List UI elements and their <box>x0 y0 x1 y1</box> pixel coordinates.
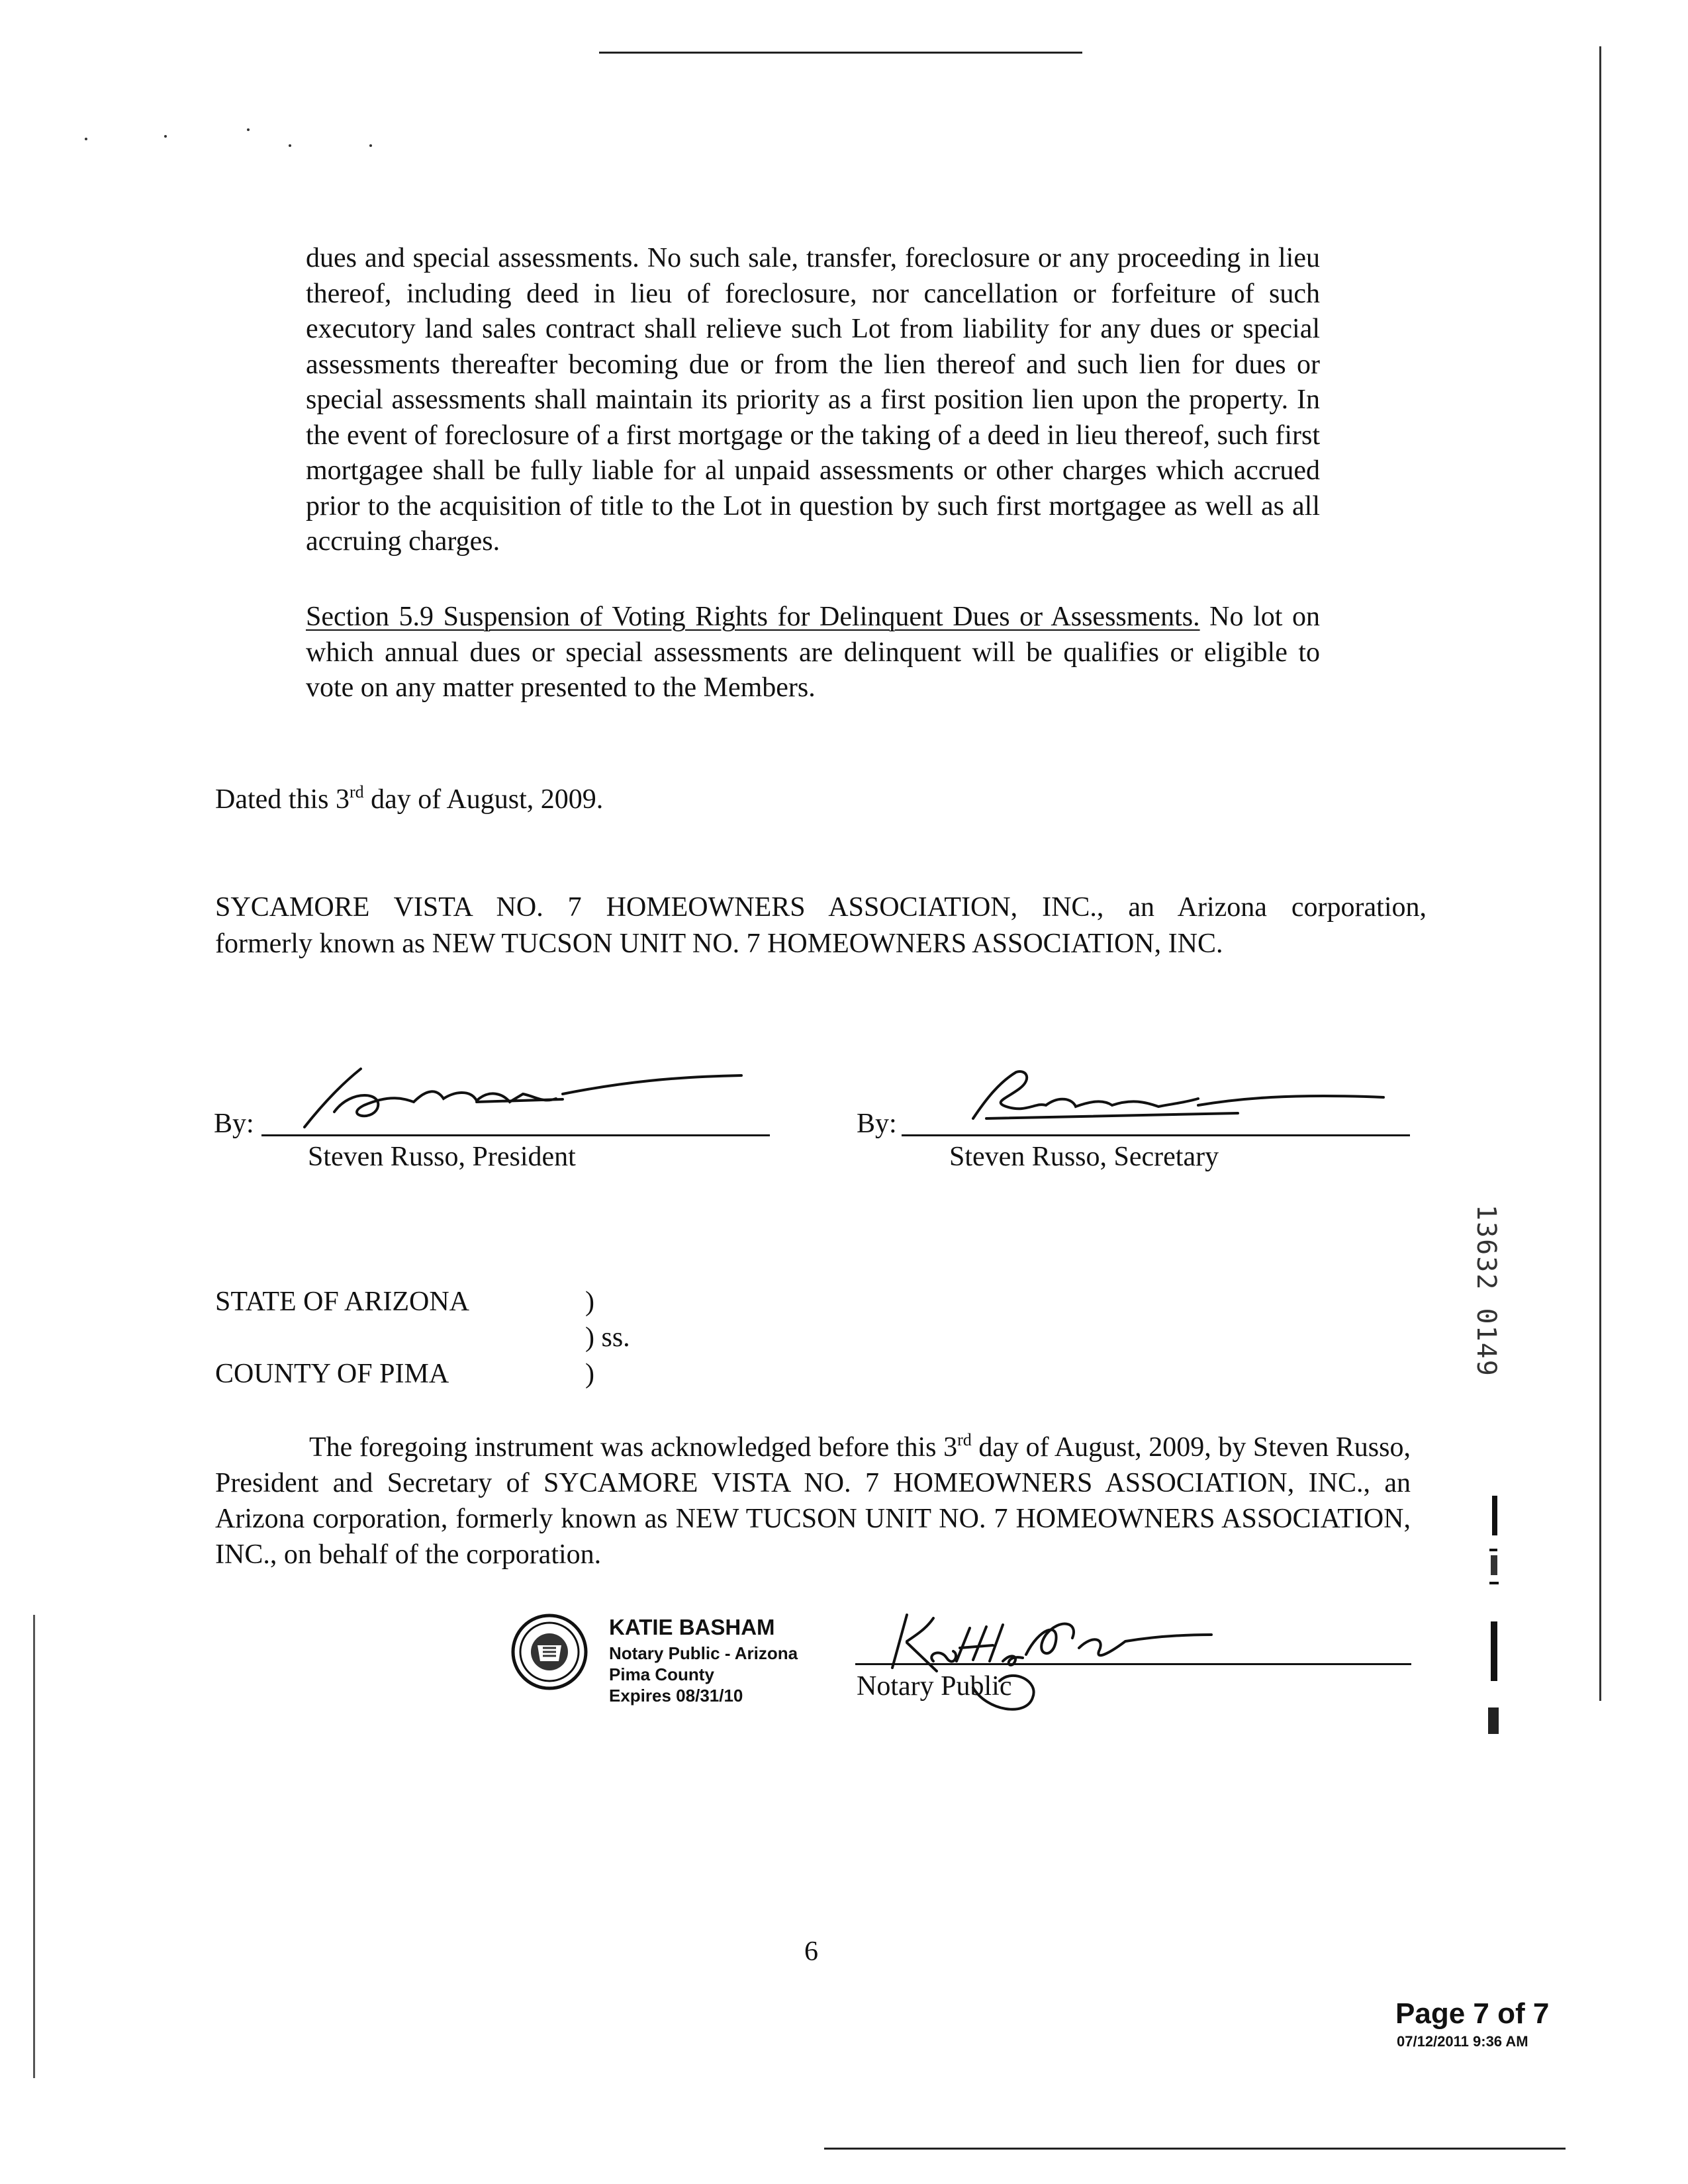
venue-county: COUNTY OF PIMA <box>215 1359 449 1389</box>
page-of-label: Page 7 of 7 <box>1395 1997 1550 2030</box>
top-rule <box>599 52 1082 54</box>
section-heading: Section 5.9 Suspension of Voting Rights for Delinquent Dues or Assessments. <box>306 602 1200 632</box>
signature-president <box>278 1062 755 1138</box>
notary-seal-icon <box>511 1614 588 1694</box>
venue-paren-close: ) <box>585 1359 594 1389</box>
notary-county: Pima County <box>609 1664 714 1684</box>
notary-name: KATIE BASHAM <box>609 1615 775 1639</box>
page-number: 6 <box>804 1936 818 1967</box>
section-5-9 <box>306 600 1320 706</box>
left-margin-line <box>33 1615 35 2078</box>
venue-state: STATE OF ARIZONA <box>215 1287 469 1317</box>
entity-line-2: formerly known as NEW TUCSON UNIT NO. 7 HOMEOWNERS ASSOCIATION, INC. <box>215 929 1223 959</box>
right-margin-line <box>1599 46 1601 1701</box>
body-paragraph: dues and special assessments. No such sale, transfer, foreclosure or any proceeding in lieu thereof, including deed in lieu of foreclosure, nor cancellation or forfeiture of such executory land sales contract shall relieve such Lot from liability for any dues or special assessments thereafter becoming due or from the lien thereof and such lien for dues or special assessments shall maintain its priority as a first position lien upon the property. In the event of foreclosure of a first mortgage or the taking of a deed in lieu thereof, such first mortgagee shall be fully liable for al unpaid assessments or other charges which accrued prior to the acquisition of title to the Lot in question by such first mortgagee as well as all accruing charges. <box>306 243 1320 557</box>
scan-specks <box>79 126 397 152</box>
venue-ss: ) ss. <box>585 1322 630 1353</box>
notary-expires: Expires 08/31/10 <box>609 1686 743 1706</box>
recording-number: 13632 0149 <box>1471 1205 1501 1377</box>
side-barcode <box>1483 1489 1509 1744</box>
venue-paren-open: ) <box>585 1287 594 1317</box>
signer-left-name: Steven Russo, President <box>308 1142 576 1172</box>
bottom-rule <box>824 2148 1566 2150</box>
entity-line-1: SYCAMORE VISTA NO. 7 HOMEOWNERS ASSOCIATION, INC., an Arizona corporation, <box>215 892 1427 923</box>
signature-secretary <box>920 1066 1397 1135</box>
by-label-right: By: <box>857 1109 897 1139</box>
notary-title: Notary Public - Arizona <box>609 1643 798 1663</box>
notary-public-label: Notary Public <box>857 1671 1012 1702</box>
section-text: No lot on which annual dues or special assessments are delinquent will be qualifies or eligible to vote on any matter presented to the Members. <box>306 602 1321 703</box>
fax-timestamp: 07/12/2011 9:36 AM <box>1397 2033 1528 2050</box>
signer-right-name: Steven Russo, Secretary <box>949 1142 1219 1172</box>
dated-line: Dated this 3rd day of August, 2009. <box>215 782 604 815</box>
acknowledgment: The foregoing instrument was acknowledged before this 3rd day of August, 2009, by Steven Russo, President and Secretary of SYCAMORE VISTA NO. 7 HOMEOWNERS ASSOCIATION, INC., an Arizona corporation, formerly known as NEW TUCSON UNIT NO. 7 HOMEOWNERS ASSOCIATION, INC., on behalf of the corporation. <box>215 1430 1411 1570</box>
by-label-left: By: <box>214 1109 254 1139</box>
